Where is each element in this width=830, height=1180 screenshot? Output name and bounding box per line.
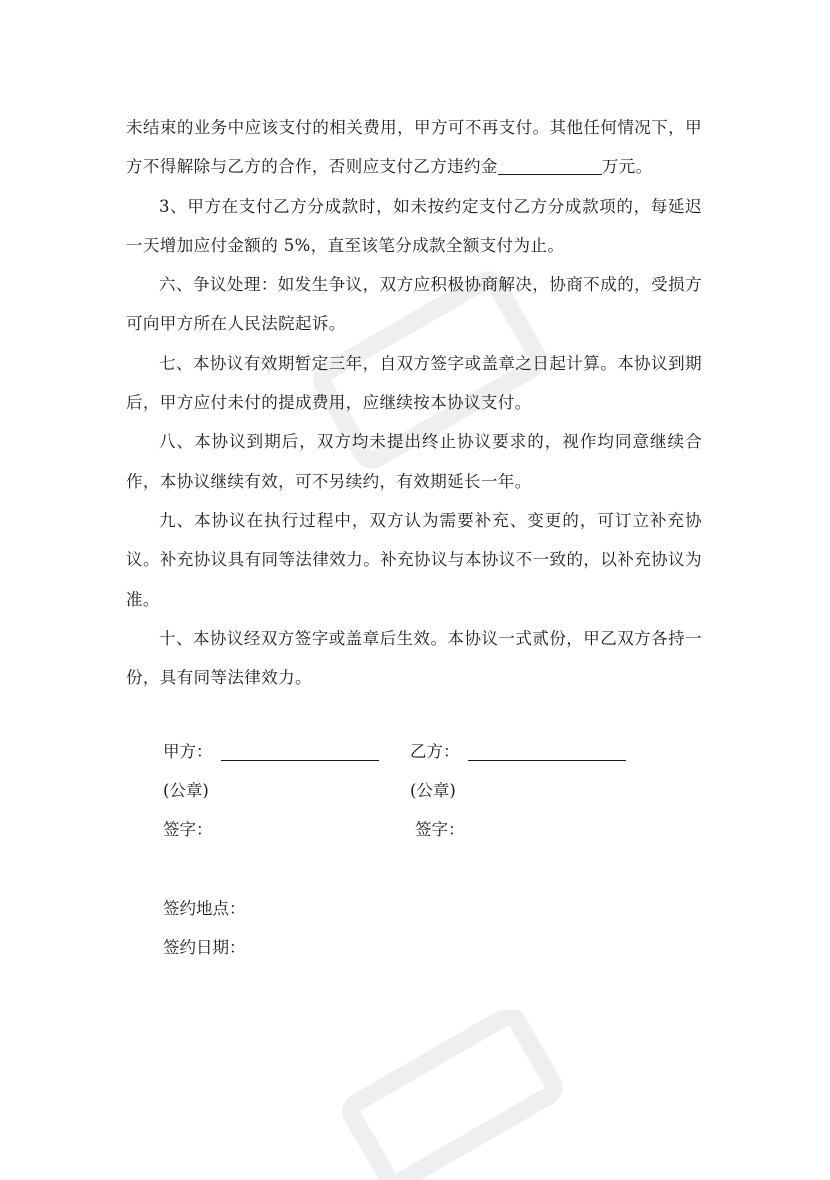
- paragraph-validity: 七、本协议有效期暂定三年，自双方签字或盖章之日起计算。本协议到期后，甲方应付未付的提成费用，应继续按本协议支付。: [126, 353, 702, 413]
- paragraph-late-payment: 3、甲方在支付乙方分成款时，如未按约定支付乙方分成款项的，每延迟一天增加应付金额的 5%，直至该笔分成款全额支付为止。: [126, 196, 702, 255]
- party-b: 乙方：: [410, 738, 626, 762]
- seal-row: [163, 777, 633, 807]
- watermark-stamp-icon: [330, 1010, 570, 1180]
- paragraph-renewal: 八、本协议到期后，双方均未提出终止协议要求的，视作均同意继续合作，本协议继续有效，可不另续约，有效期延长一年。: [126, 432, 702, 491]
- seal-a: (公章): [163, 781, 209, 800]
- paragraph-effective: 十、本协议经双方签字或盖章后生效。本协议一式贰份，甲乙双方各持一份，具有同等法律效力。: [126, 628, 702, 688]
- paragraph-dispute: 六、争议处理：如发生争议，双方应积极协商解决，协商不成的，受损方可向甲方所在人民法院起诉。: [126, 275, 702, 334]
- sign-a: 签字：: [163, 820, 213, 839]
- party-row: [163, 738, 633, 768]
- agreement-body: [126, 108, 702, 697]
- party-a-line: [221, 744, 379, 762]
- party-a: 甲方：: [163, 738, 379, 762]
- date-label: 签约日期：: [163, 938, 246, 957]
- paragraph-penalty: 未结束的业务中应该支付的相关费用，甲方可不再支付。其他任何情况下，甲方不得解除与乙方的合作，否则应支付乙方违约金 万元。: [126, 118, 702, 177]
- party-b-line: [468, 744, 626, 762]
- paragraph-supplement: 九、本协议在执行过程中，双方认为需要补充、变更的，可订立补充协议。补充协议具有同等法律效力。补充协议与本协议不一致的，以补充协议为准。: [126, 510, 702, 609]
- sign-b: 签字：: [415, 820, 465, 839]
- place-label: 签约地点：: [163, 899, 246, 918]
- penalty-amount-blank: [498, 158, 602, 176]
- sign-row: [163, 816, 633, 846]
- seal-b: (公章): [410, 781, 456, 800]
